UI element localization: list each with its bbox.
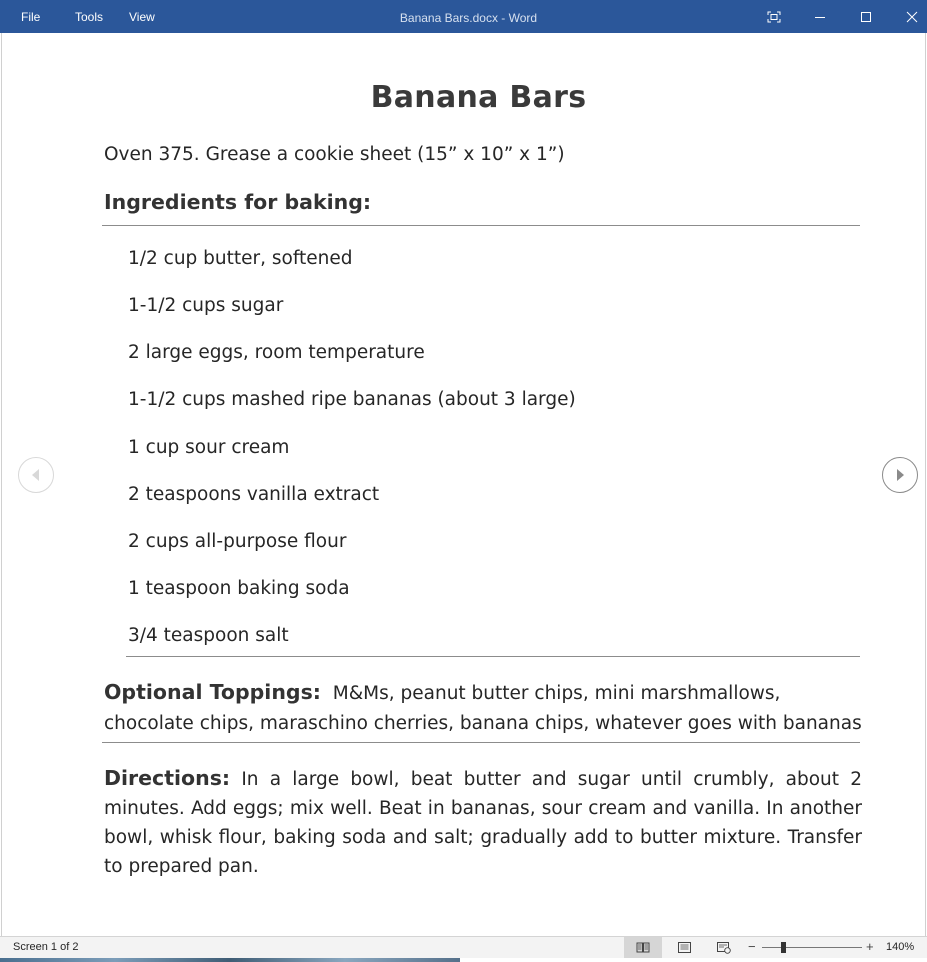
directions-label: Directions: (104, 766, 231, 790)
ingredient-item: 1 teaspoon baking soda (128, 578, 350, 599)
previous-arrow-icon (30, 468, 42, 482)
close-icon (906, 11, 918, 23)
ingredient-item: 1/2 cup butter, softened (128, 248, 353, 269)
minimize-button[interactable] (797, 0, 843, 33)
ingredient-item: 2 cups all-purpose flour (128, 531, 347, 552)
ingredient-item: 2 teaspoons vanilla extract (128, 484, 380, 505)
document-heading: Banana Bars (370, 80, 587, 115)
oven-instruction: Oven 375. Grease a cookie sheet (15” x 10” x 1”) (104, 144, 565, 165)
zoom-slider-track[interactable] (762, 947, 862, 948)
desktop-background-strip (0, 958, 927, 962)
screen-counter: Screen 1 of 2 (13, 941, 79, 953)
menu-view[interactable]: View (129, 10, 155, 24)
next-arrow-icon (894, 468, 906, 482)
menu-file[interactable]: File (21, 10, 41, 24)
maximize-icon (860, 11, 872, 23)
focus-mode-button[interactable] (751, 0, 797, 33)
read-mode-button[interactable] (624, 937, 662, 958)
toppings-divider (102, 742, 860, 743)
maximize-button[interactable] (843, 0, 889, 33)
document-page (1, 33, 926, 936)
ingredient-item: 1-1/2 cups mashed ripe bananas (about 3 large) (128, 389, 576, 410)
previous-screen-button[interactable] (18, 457, 54, 493)
ingredient-item: 2 large eggs, room temperature (128, 342, 425, 363)
ingredients-divider (102, 225, 860, 226)
close-button[interactable] (889, 0, 927, 33)
directions (104, 764, 862, 881)
toppings-label: Optional Toppings: (104, 680, 321, 704)
ingredients-heading: Ingredients for baking: (104, 190, 372, 214)
status-bar (0, 936, 927, 958)
zoom-level[interactable]: 140% (886, 941, 915, 953)
ingredient-item: 3/4 teaspoon salt (128, 625, 289, 646)
menu-tools[interactable]: Tools (75, 10, 104, 24)
web-layout-icon (717, 942, 731, 954)
print-layout-button[interactable] (665, 937, 703, 958)
read-mode-icon (636, 942, 650, 953)
window-title: Banana Bars.docx - Word (399, 11, 538, 25)
focus-icon (767, 11, 781, 23)
minimize-icon (814, 11, 826, 23)
next-screen-button[interactable] (882, 457, 918, 493)
optional-toppings (104, 677, 862, 739)
toppings-text: M&Ms, peanut butter chips, mini marshmallows, chocolate chips, maraschino cherries, banana chips, whatever goes with bananas (104, 683, 862, 734)
zoom-out-button[interactable]: − (748, 939, 756, 954)
zoom-in-button[interactable]: + (866, 939, 874, 954)
web-layout-button[interactable] (705, 937, 743, 958)
print-layout-icon (678, 942, 691, 953)
zoom-slider-thumb[interactable] (781, 942, 786, 953)
directions-text: In a large bowl, beat butter and sugar until crumbly, about 2 minutes. Add eggs; mix well. Beat in bananas, sour cream and vanilla. In another bowl, whisk flour, baking soda and salt; gradually add to butter mixture. Transfer to prepared pan. (104, 769, 862, 877)
ingredient-item: 1-1/2 cups sugar (128, 295, 284, 316)
title-bar (0, 0, 927, 33)
ingredient-item: 1 cup sour cream (128, 437, 290, 458)
desktop-wallpaper-edge (0, 958, 460, 962)
ingredients-end-divider (126, 656, 860, 657)
